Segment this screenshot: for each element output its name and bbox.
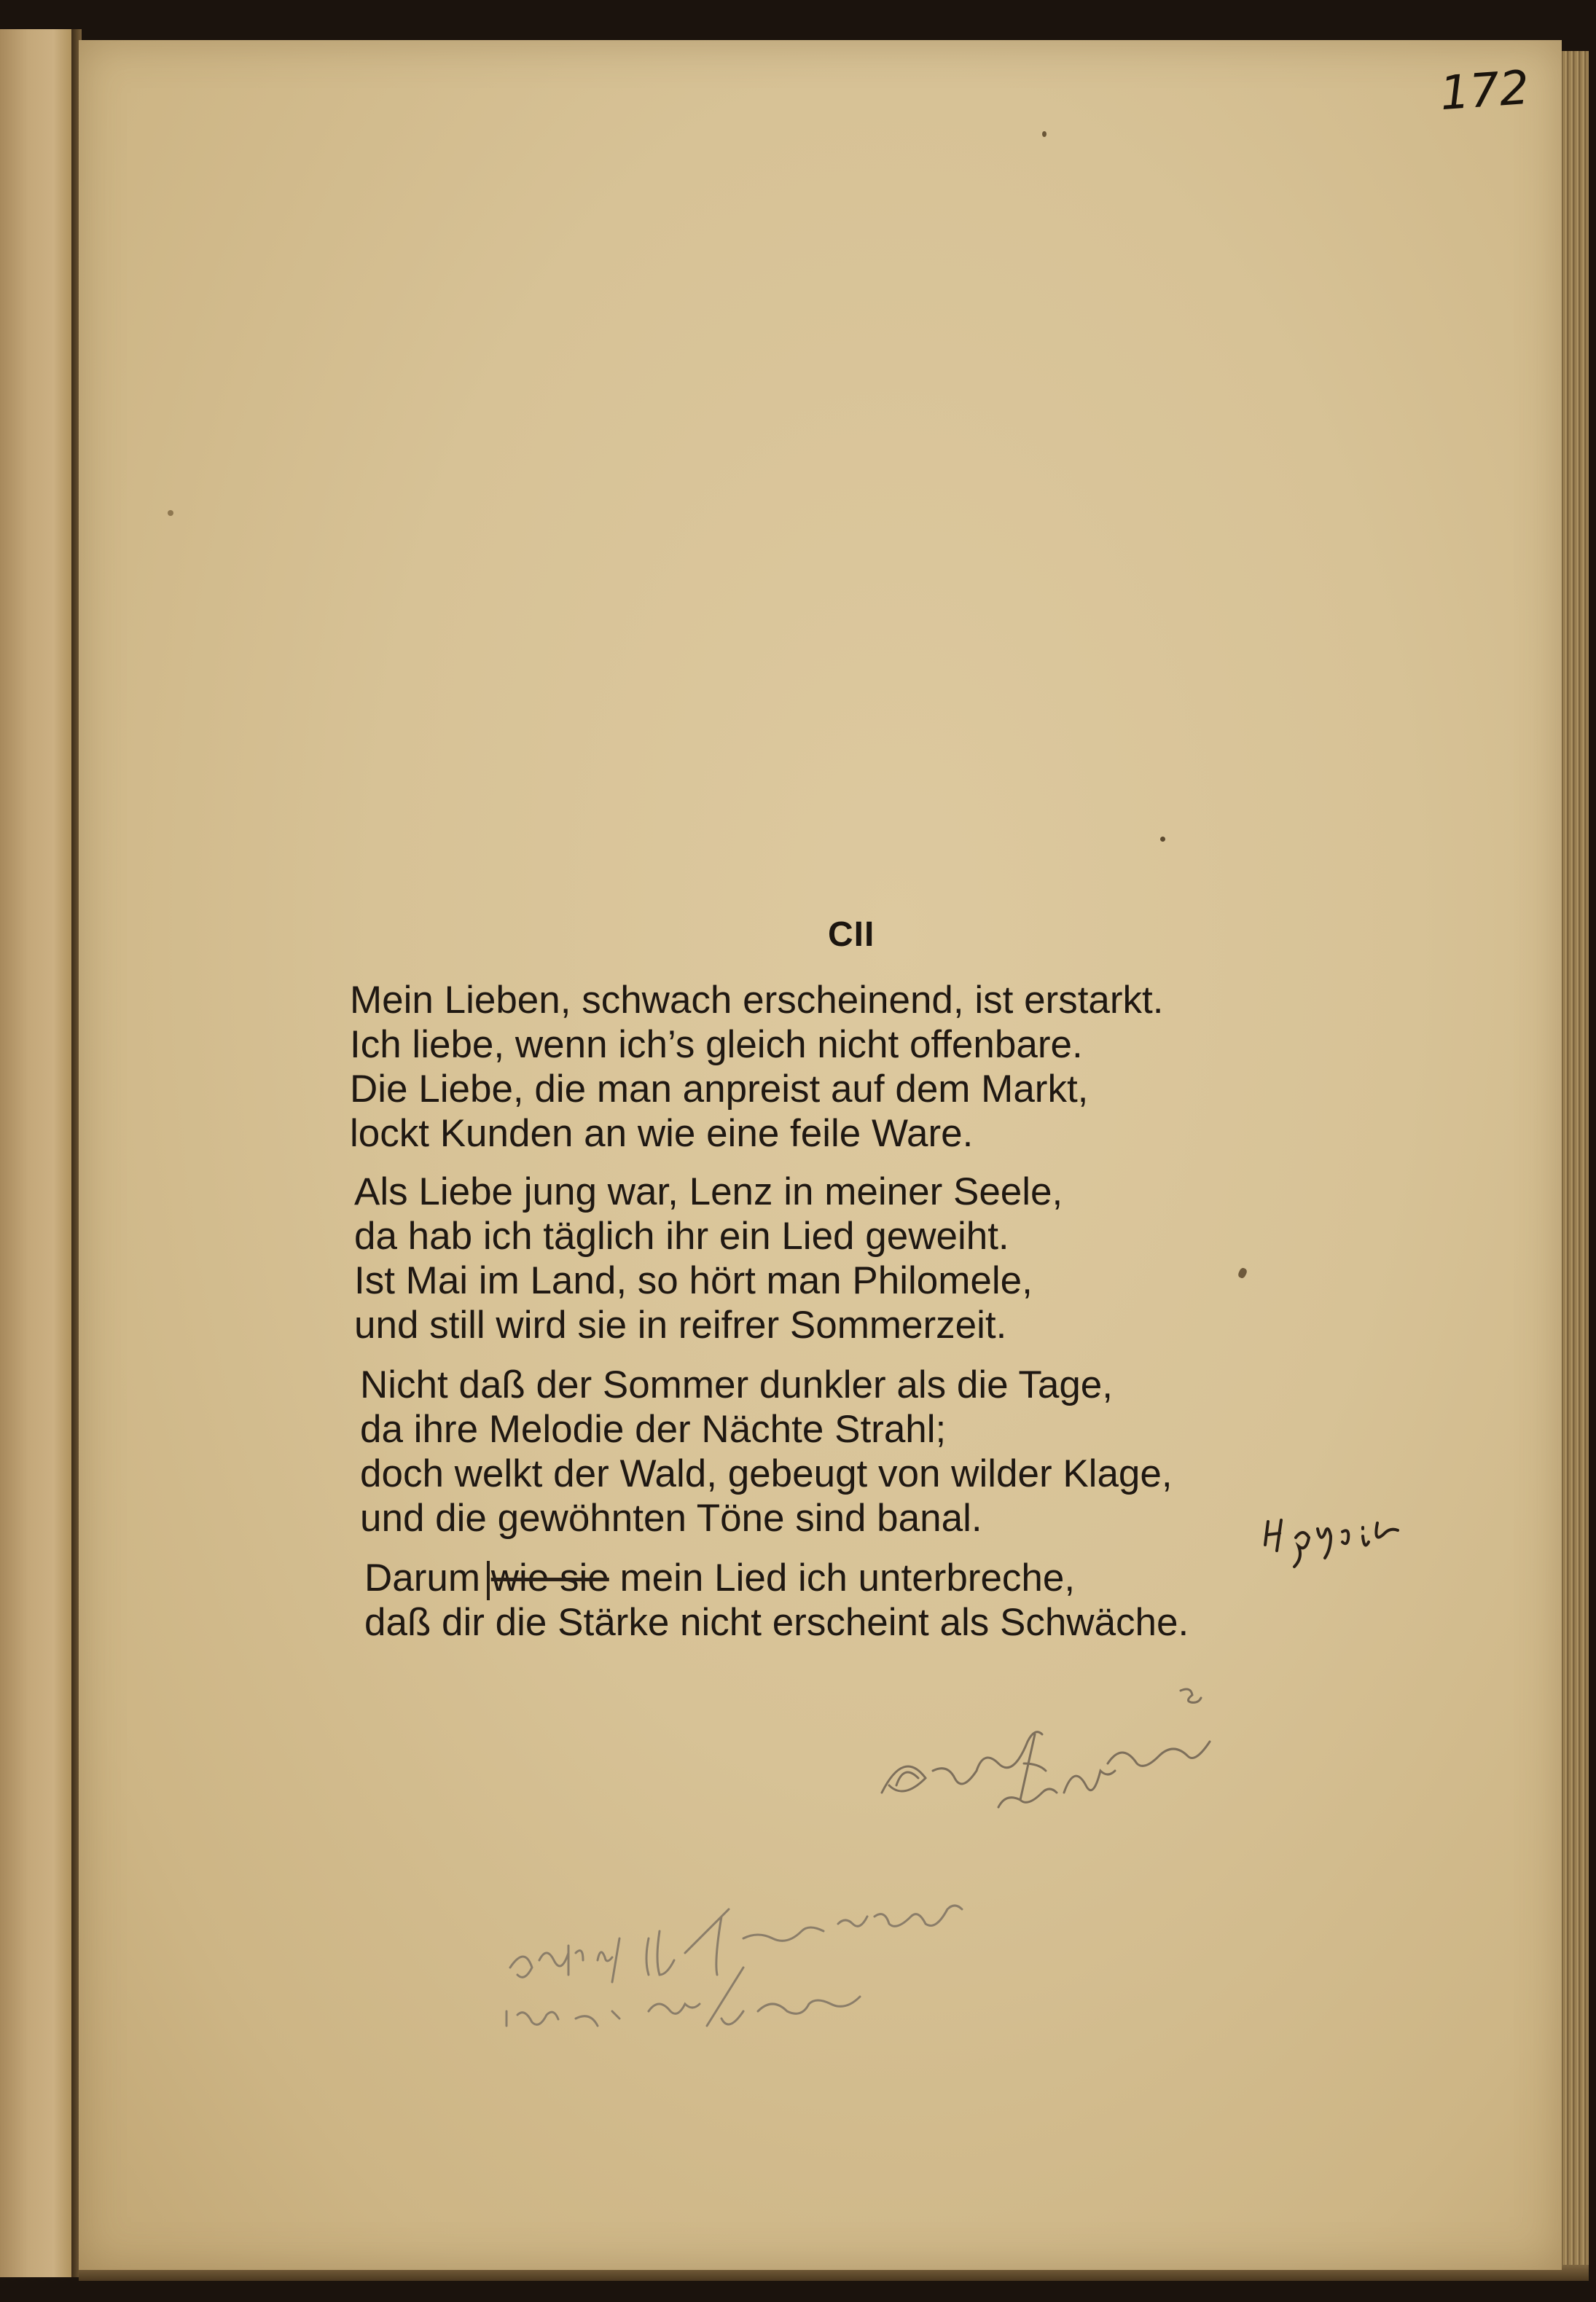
poem-line (364, 1556, 1189, 1600)
poem-line: und still wird sie in reifrer Sommerzeit. (354, 1304, 1007, 1347)
pencil-annotation-lower (503, 1887, 1159, 2106)
line-text: mein Lied ich unterbreche, (619, 1557, 1076, 1600)
stanza-4 (364, 1556, 1189, 1645)
poem-line: doch welkt der Wald, gebeugt von wilder Klage, (360, 1452, 1173, 1495)
poem-line: Als Liebe jung war, Lenz in meiner Seele, (354, 1170, 1063, 1213)
handwritten-margin-note (1261, 1516, 1428, 1574)
poem-line: daß dir die Stärke nicht erscheint als Schwäche. (364, 1601, 1189, 1644)
stanza-1 (350, 978, 1164, 1156)
handwritten-page-number: 172 (1438, 60, 1531, 122)
poem-line: Nicht daß der Sommer dunkler als die Tage, (360, 1363, 1114, 1406)
poem-line: Ich liebe, wenn ich’s gleich nicht offenbare. (350, 1023, 1083, 1066)
poem-line: da ihre Melodie der Nächte Strahl; (360, 1408, 947, 1451)
poem-line: und die gewöhnten Töne sind banal. (360, 1497, 982, 1540)
poem-line: Die Liebe, die man anpreist auf dem Markt, (350, 1068, 1089, 1111)
paper-speck (1160, 837, 1165, 842)
poem-line: da hab ich täglich ihr ein Lied geweiht. (354, 1215, 1009, 1258)
poem-line: Mein Lieben, schwach erscheinend, ist erstarkt. (350, 979, 1164, 1022)
struck-out-words: wie sie (490, 1557, 609, 1600)
line-text: Darum (364, 1557, 481, 1600)
poem-line: lockt Kunden an wie eine feile Ware. (350, 1112, 974, 1155)
stanza-3 (360, 1363, 1173, 1540)
previous-page-edge (0, 29, 73, 2277)
paper-speck (168, 510, 173, 516)
paper-speck (1042, 131, 1047, 137)
poem-line: Ist Mai im Land, so hört man Philomele, (354, 1259, 1033, 1302)
poem-number: CII (828, 915, 875, 954)
stanza-2 (354, 1170, 1063, 1347)
pencil-annotation-upper (875, 1683, 1253, 1844)
